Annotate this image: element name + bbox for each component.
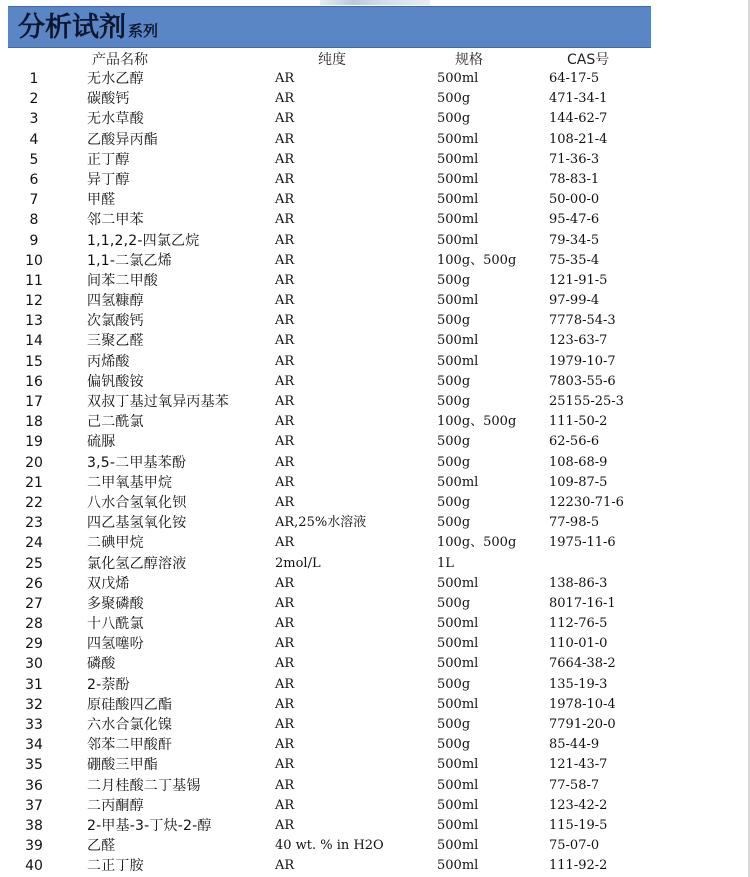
product-spec: 500g [437, 494, 471, 510]
product-spec: 500ml [437, 131, 479, 147]
product-purity: 40 wt. % in H2O [275, 838, 384, 854]
product-cas: 144-62-7 [549, 111, 608, 127]
product-spec: 500g [437, 434, 471, 450]
product-spec: 500ml [437, 71, 479, 86]
product-name: 己二酰氯 [87, 414, 144, 431]
product-cas: 7803-55-6 [549, 373, 616, 389]
product-purity: AR [275, 797, 295, 813]
product-name: 磷酸 [87, 656, 116, 673]
product-cas: 79-34-5 [549, 232, 600, 248]
row-index: 16 [25, 373, 43, 390]
product-spec: 500ml [437, 353, 479, 369]
product-purity: AR [275, 111, 295, 127]
product-cas: 111-50-2 [549, 414, 608, 430]
product-cas: 121-43-7 [549, 757, 608, 773]
banner-title-text: 分析试剂 [18, 12, 126, 43]
product-purity: AR [275, 171, 295, 187]
row-index: 23 [25, 515, 43, 532]
table-row [0, 372, 750, 392]
table-row [0, 836, 750, 856]
table-row [0, 796, 750, 816]
product-purity: AR [275, 434, 295, 450]
table-row [0, 291, 750, 311]
table-row [0, 554, 750, 574]
product-name: 3,5-二甲基苯酚 [87, 454, 187, 471]
product-name: 八水合氢氧化钡 [87, 494, 187, 511]
product-name: 四氢噻吩 [87, 636, 144, 653]
product-spec: 500ml [437, 293, 479, 309]
product-name: 双戊烯 [87, 575, 130, 592]
product-purity: AR [275, 676, 295, 692]
product-cas: 95-47-6 [549, 212, 600, 228]
row-index: 29 [25, 636, 43, 653]
product-name: 无水草酸 [87, 111, 144, 128]
table-row [0, 453, 750, 473]
row-index: 20 [25, 454, 43, 471]
product-cas: 7664-38-2 [549, 656, 616, 672]
product-cas: 71-36-3 [549, 151, 600, 167]
product-spec: 500g [437, 91, 471, 107]
row-index: 38 [25, 817, 43, 834]
table-row [0, 432, 750, 452]
product-spec: 500g [437, 676, 471, 692]
table-row [0, 735, 750, 755]
product-purity: AR [275, 737, 295, 753]
product-purity: AR [275, 272, 295, 288]
table-row [0, 493, 750, 513]
product-name: 乙酸异丙酯 [87, 131, 158, 148]
row-index: 5 [29, 151, 39, 168]
product-cas: 115-19-5 [549, 817, 608, 833]
table-row [0, 574, 750, 594]
product-purity: AR [275, 817, 295, 833]
product-cas: 77-98-5 [549, 515, 600, 531]
product-cas: 62-56-6 [549, 434, 600, 450]
product-name: 氯化氢乙醇溶液 [87, 555, 187, 572]
product-purity: AR [275, 595, 295, 611]
row-index: 4 [29, 131, 39, 148]
product-spec: 500ml [437, 151, 479, 167]
product-purity: AR [275, 494, 295, 510]
product-name: 二碘甲烷 [87, 535, 144, 552]
product-purity: AR [275, 535, 295, 551]
product-purity: 2mol/L [275, 555, 321, 571]
table-row [0, 533, 750, 553]
category-banner [8, 6, 651, 48]
product-spec: 500g [437, 454, 471, 470]
table-row [0, 170, 750, 190]
product-name: 十八酰氯 [87, 616, 144, 633]
row-index: 37 [25, 797, 43, 814]
product-purity: AR [275, 232, 295, 248]
product-name: 二丙酮醇 [87, 797, 144, 814]
product-spec: 500ml [437, 817, 479, 833]
table-row [0, 816, 750, 836]
product-name: 三聚乙醛 [87, 333, 144, 350]
product-name: 多聚磷酸 [87, 595, 144, 612]
product-cas: 75-35-4 [549, 252, 600, 268]
table-row [0, 695, 750, 715]
product-cas: 1975-11-6 [549, 535, 616, 551]
product-spec: 500ml [437, 797, 479, 813]
product-cas: 110-01-0 [549, 636, 608, 652]
page-title [18, 11, 158, 48]
table-row [0, 69, 750, 89]
product-purity: AR [275, 777, 295, 793]
product-cas: 109-87-5 [549, 474, 608, 490]
product-cas: 121-91-5 [549, 272, 608, 288]
table-row [0, 89, 750, 109]
product-cas: 108-68-9 [549, 454, 608, 470]
table-row [0, 634, 750, 654]
row-index: 3 [29, 111, 39, 128]
row-index: 28 [25, 616, 43, 633]
product-spec: 500ml [437, 232, 479, 248]
product-cas: 25155-25-3 [549, 394, 624, 409]
product-purity: AR [275, 293, 295, 309]
product-spec: 500g [437, 373, 471, 389]
row-index: 6 [29, 171, 39, 188]
table-row [0, 311, 750, 331]
row-index: 17 [25, 394, 43, 410]
row-index: 27 [25, 595, 43, 612]
row-index: 12 [25, 293, 43, 310]
product-cas: 123-63-7 [549, 333, 608, 349]
table-row [0, 331, 750, 351]
product-spec: 500ml [437, 858, 479, 874]
column-header-spec: 规格 [455, 52, 483, 68]
product-purity: AR [275, 696, 295, 712]
product-purity: AR [275, 717, 295, 732]
product-name: 六水合氯化镍 [87, 717, 173, 733]
product-purity: AR [275, 474, 295, 490]
product-spec: 500g [437, 737, 471, 753]
product-purity: AR [275, 151, 295, 167]
product-cas: 471-34-1 [549, 91, 608, 107]
product-cas: 123-42-2 [549, 797, 608, 813]
product-name: 硼酸三甲酯 [87, 757, 158, 774]
table-row [0, 190, 750, 210]
product-spec: 500ml [437, 757, 479, 773]
product-spec: 500ml [437, 777, 479, 793]
product-name: 二正丁胺 [87, 858, 144, 875]
product-spec: 500ml [437, 333, 479, 349]
product-spec: 500ml [437, 616, 479, 632]
row-index: 9 [29, 232, 39, 249]
table-row [0, 715, 750, 735]
product-name: 无水乙醇 [87, 71, 144, 87]
product-cas: 50-00-0 [549, 192, 600, 208]
product-cas: 135-19-3 [549, 676, 608, 692]
product-spec: 100g、500g [437, 535, 517, 551]
product-cas: 12230-71-6 [549, 494, 624, 510]
product-purity: AR [275, 858, 295, 874]
table-row [0, 251, 750, 271]
table-row [0, 392, 750, 412]
product-spec: 500ml [437, 636, 479, 652]
row-index: 31 [25, 676, 43, 693]
product-purity: AR [275, 394, 295, 409]
product-cas: 1978-10-4 [549, 696, 616, 712]
row-index: 21 [25, 474, 43, 491]
product-spec: 500g [437, 515, 471, 531]
product-purity: AR [275, 353, 295, 369]
row-index: 33 [25, 717, 43, 733]
product-name: 碳酸钙 [87, 91, 130, 108]
product-cas: 75-07-0 [549, 838, 600, 854]
product-spec: 500ml [437, 575, 479, 591]
table-row [0, 755, 750, 775]
product-name: 次氯酸钙 [87, 313, 144, 330]
product-purity: AR [275, 71, 295, 86]
row-index: 10 [25, 252, 43, 269]
table-row [0, 776, 750, 796]
table-row [0, 210, 750, 230]
product-spec: 500g [437, 717, 471, 732]
product-purity: AR [275, 91, 295, 107]
table-row [0, 352, 750, 372]
table-row [0, 150, 750, 170]
product-purity: AR [275, 333, 295, 349]
row-index: 40 [25, 858, 43, 875]
product-name: 四乙基氢氧化铵 [87, 515, 187, 532]
product-cas: 97-99-4 [549, 293, 600, 309]
product-spec: 500ml [437, 838, 479, 854]
row-index: 13 [25, 313, 43, 330]
product-spec: 500g [437, 111, 471, 127]
row-index: 25 [25, 555, 43, 572]
product-spec: 500ml [437, 696, 479, 712]
table-row [0, 594, 750, 614]
product-name: 正丁醇 [87, 151, 130, 168]
column-header-name: 产品名称 [92, 52, 148, 68]
row-index: 22 [25, 494, 43, 511]
product-name: 双叔丁基过氧异丙基苯 [87, 394, 229, 410]
table-row [0, 856, 750, 876]
product-spec: 500ml [437, 212, 479, 228]
product-spec: 500g [437, 272, 471, 288]
product-name: 原硅酸四乙酯 [87, 696, 173, 713]
product-cas: 7791-20-0 [549, 717, 616, 732]
product-purity: AR [275, 212, 295, 228]
product-purity: AR,25%水溶液 [275, 515, 367, 531]
product-cas: 1979-10-7 [549, 353, 616, 369]
table-row [0, 412, 750, 432]
row-index: 7 [29, 192, 39, 209]
table-row [0, 513, 750, 533]
row-index: 11 [25, 272, 43, 289]
product-cas: 64-17-5 [549, 71, 600, 86]
product-spec: 500ml [437, 192, 479, 208]
row-index: 2 [29, 91, 39, 108]
product-name: 硫脲 [87, 434, 116, 451]
row-index: 35 [25, 757, 43, 774]
product-purity: AR [275, 575, 295, 591]
product-purity: AR [275, 454, 295, 470]
row-index: 34 [25, 737, 43, 754]
table-row [0, 109, 750, 129]
product-purity: AR [275, 313, 295, 329]
row-index: 24 [25, 535, 43, 552]
product-name: 甲醛 [87, 192, 116, 209]
product-spec: 500g [437, 595, 471, 611]
product-purity: AR [275, 656, 295, 672]
product-name: 1,1-二氯乙烯 [87, 252, 172, 269]
table-header [0, 48, 750, 68]
banner-subtitle: 系列 [128, 22, 159, 40]
table-row [0, 473, 750, 493]
product-cas: 7778-54-3 [549, 313, 616, 329]
product-purity: AR [275, 373, 295, 389]
table-row [0, 231, 750, 251]
table-row [0, 271, 750, 291]
row-index: 1 [29, 71, 39, 87]
row-index: 19 [25, 434, 43, 451]
product-name: 间苯二甲酸 [87, 272, 158, 289]
product-purity: AR [275, 131, 295, 147]
product-cas: 8017-16-1 [549, 595, 616, 611]
row-index: 14 [25, 333, 43, 350]
product-purity: AR [275, 636, 295, 652]
product-name: 2-甲基-3-丁炔-2-醇 [87, 817, 212, 834]
product-name: 2-萘酚 [87, 676, 130, 693]
product-cas: 77-58-7 [549, 777, 600, 793]
product-cas: 111-92-2 [549, 858, 608, 874]
product-name: 乙醛 [87, 838, 116, 855]
table-row [0, 675, 750, 695]
column-header-purity: 纯度 [318, 52, 346, 68]
product-purity: AR [275, 414, 295, 430]
product-name: 1,1,2,2-四氯乙烷 [87, 232, 200, 249]
product-spec: 500ml [437, 656, 479, 672]
product-name: 异丁醇 [87, 171, 130, 188]
product-name: 偏钒酸铵 [87, 373, 144, 390]
product-name: 二甲氧基甲烷 [87, 474, 173, 491]
top-watermark-strip [320, 0, 430, 5]
product-spec: 100g、500g [437, 252, 517, 268]
product-table [0, 69, 750, 877]
product-purity: AR [275, 616, 295, 632]
table-row [0, 654, 750, 674]
row-index: 39 [25, 838, 43, 855]
product-cas: 112-76-5 [549, 616, 608, 632]
row-index: 26 [25, 575, 43, 592]
product-spec: 500ml [437, 474, 479, 490]
product-cas: 85-44-9 [549, 737, 600, 753]
product-spec: 500ml [437, 171, 479, 187]
product-cas: 138-86-3 [549, 575, 608, 591]
product-purity: AR [275, 192, 295, 208]
product-name: 四氢糠醇 [87, 293, 144, 310]
product-spec: 500g [437, 313, 471, 329]
product-name: 邻苯二甲酸酐 [87, 737, 173, 754]
table-row [0, 130, 750, 150]
product-spec: 1L [437, 555, 454, 571]
product-purity: AR [275, 252, 295, 268]
product-spec: 500g [437, 394, 471, 409]
product-purity: AR [275, 757, 295, 773]
product-cas: 78-83-1 [549, 171, 600, 187]
row-index: 18 [25, 414, 43, 431]
row-index: 30 [25, 656, 43, 673]
table-row [0, 614, 750, 634]
product-name: 二月桂酸二丁基锡 [87, 777, 201, 794]
product-cas: 108-21-4 [549, 131, 608, 147]
product-spec: 100g、500g [437, 414, 517, 430]
column-header-cas: CAS号 [567, 52, 610, 68]
product-name: 邻二甲苯 [87, 212, 144, 229]
row-index: 8 [29, 212, 39, 229]
row-index: 36 [25, 777, 43, 794]
row-index: 32 [25, 696, 43, 713]
product-name: 丙烯酸 [87, 353, 130, 370]
row-index: 15 [25, 353, 43, 370]
